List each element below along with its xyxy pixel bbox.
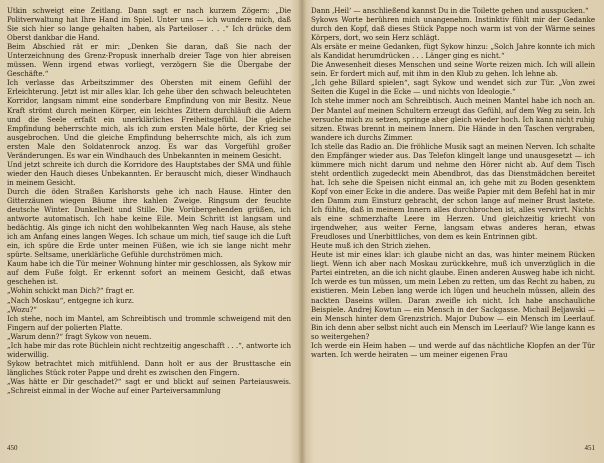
right-page-number: 451 xyxy=(584,444,595,452)
left-paragraph: „Wohin schickt man Dich?“ fragt er. xyxy=(7,286,135,296)
left-page-text xyxy=(7,6,291,395)
right-paragraph: Sykows Worte berühren mich unangenehm. Instinktiv fühlt mir der Gedanke durch den Kopf, daß dieses Stück Pappe noch warm ist von der Wärme seines Körpers, dort, wo sein Herz schlägt. xyxy=(311,15,595,43)
left-paragraph: Beim Abschied rät er mir: „Denken Sie daran, daß Sie nach der Unterzeichnung des Grenz-Propusk innerhalb dreier Tage von hier abreisen müssen. Wenn irgend etwas vorliegt, verzögern Sie die Übergabe der Geschäfte.“ xyxy=(7,42,291,79)
left-paragraph: Kaum habe ich die Tür meiner Wohnung hinter mir geschlossen, als Sykow mir auf dem Fuße folgt. Er erkennt sofort an meinem Gesicht, daß etwas geschehen ist. xyxy=(7,259,291,287)
left-page xyxy=(7,6,291,456)
left-paragraph: Durch die öden Straßen Karlshorsts gehe ich nach Hause. Hinter den Gitterzäunen wiegen Bäume ihre kahlen Zweige. Ringsum der feuchte deutsche Winter. Dunkelheit und Stille. Die Vorübergehenden grüßen, ich antworte automatisch. Ich habe keine Eile. Mein Schritt ist langsam und bedächtig. Als ginge ich nicht den wohlbekannten Weg nach Hause, als stehe ich am Anfang eines langen Weges. Ich schaue um mich, tief sauge ich die Luft ein, ich spüre die Erde unter meinen Füßen, wie ich sie lange nicht mehr spürte. Seltsame, unerklärliche Gefühle durchströmen mich. xyxy=(7,186,291,260)
left-paragraph: Und jetzt schreite ich durch die Korridore des Hauptstabes der SMA und fühle wieder den Hauch dieses Unbekannten. Er berauscht mich, dieser Windhauch in meinem Gesicht. xyxy=(7,159,291,187)
left-paragraph: Ich stehe, noch im Mantel, am Schreibtisch und trommle schweigend mit den Fingern auf der polierten Platte. xyxy=(7,313,291,332)
right-paragraph: „Ich gehe Billard spielen“, sagt Sykow und wendet sich zur Tür. „Von zwei Seiten die Kugel in die Ecke — und nichts von Ideologie.“ xyxy=(311,78,595,97)
left-paragraph: „Warum denn?“ fragt Sykow von neuem. xyxy=(7,331,152,341)
right-paragraph: Ich stehe immer noch am Schreibtisch. Auch meinen Mantel habe ich noch an. Der Mantel auf meinen Schultern erzeugt das Gefühl, auf dem Weg zu sein. Ich versuche mich zu setzen, springe aber gleich wieder hoch. Ich kann nicht ruhig sitzen. Etwas brennt in meinem Innern. Die Hände in den Taschen vergraben, wandere ich durchs Zimmer. xyxy=(311,96,595,142)
book-gutter xyxy=(298,0,306,463)
right-paragraph: Dann ‚Heil‘ — anschließend kannst Du in die Toilette gehen und ausspucken.“ xyxy=(311,6,589,15)
left-paragraph: „Ich habe mir das rote Büchlein nicht rechtzeitig angeschafft . . .“, antworte ich widerwillig. xyxy=(7,340,291,359)
right-paragraph: Ich stelle das Radio an. Die fröhliche Musik sagt an meinen Nerven. Ich schalte den Empfänger wieder aus. Das Telefon klingelt lange und unausgesetzt — ich kümmere mich nicht darum und nehme den Hörer nicht ab. Auf dem Tisch steht ordentlich zugedeckt mein Abendbrot, das das Dienstmädchen bereitet hat. Ich sehe die Speisen nicht einmal an, ich gehe mit zu Boden gesenktem Kopf von einer Ecke in die andere. Das weiße Papier mit dem Befehl hat in mir den Damm zum Einsturz gebracht, der schon lange auf meiner Brust lastete. Ich fühlte, daß in meinem Innern alles durchbrochen ist, alles verwirrt. Nichts als eine schmerzhafte Leere im Herzen. Und gleichzeitig kriecht von irgendweher, aus weiter Ferne, langsam etwas anderes heran, etwas Freudloses und Unerbittliches, von dem es kein Entrinnen gibt. xyxy=(311,141,595,242)
right-paragraph: Heute ist mir eines klar: ich glaube nicht an das, was hinter meinem Rücken liegt. Wenn ich aber nach Moskau zurückkehre, muß ich unverzüglich in die Partei eintreten, an die ich nicht glaube. Einen anderen Ausweg habe ich nicht. Ich werde es tun müssen, um mein Leben zu retten, um das Recht zu haben, zu existieren. Mein Leben lang werde ich lügen und heucheln müssen, allein des nackten Daseins willen. Daran zweifle ich nicht. Ich habe anschauliche Beispiele. Andrej Kowtun — ein Mensch in der Sackgasse. Michail Beljawski — ein Mensch hinter dem Grenzstrich. Major Dubow — ein Mensch im Leerlauf. Bin ich denn aber selbst nicht auch ein Mensch im Leerlauf? Wie lange kann es so weitergehen? xyxy=(311,250,595,341)
left-page-number: 450 xyxy=(7,444,18,452)
right-paragraph: Die Anwesenheit dieses Menschen und seine Worte reizen mich. Ich will allein sein. Er fordert mich auf, mit ihm in den Klub zu gehen. Ich lehne ab. xyxy=(311,60,595,79)
left-paragraph: „Nach Moskau“, entgegne ich kurz. xyxy=(7,295,134,305)
right-paragraph: Heute muß ich den Strich ziehen. xyxy=(311,241,431,251)
left-paragraph: Sykow betrachtet mich mitfühlend. Dann holt er aus der Brusttasche ein längliches Stück roter Pappe und dreht es zwischen den Fingern. xyxy=(7,358,291,377)
left-paragraph: „Was hätte er Dir geschadet?“ sagt er und blickt auf seinen Parteiausweis. „Schreist einmal in der Woche auf einer Parteiversammlung xyxy=(7,376,291,395)
left-paragraph: Utkin schweigt eine Zeitlang. Dann sagt er nach kurzem Zögern: „Die Politverwaltung hat Ihre Hand im Spiel. Unter uns — ich wundere mich, daß Sie sich hier so lange gehalten haben, als Parteiloser . . .“ Ich drücke dem Oberst dankbar die Hand. xyxy=(7,6,291,43)
right-paragraph: Als ersäte er meine Gedanken, fügt Sykow hinzu: „Solch Jahre konnte ich mich als Kandidat herumdrücken . . . Länger ging es nicht.“ xyxy=(311,42,595,61)
left-paragraph: Ich verlasse das Arbeitszimmer des Obersten mit einem Gefühl der Erleichterung. Jetzt ist mir alles klar. Ich gehe über den schwach beleuchteten Korridor, langsam nimmt eine sonderbare Empfindung von mir Besitz. Neue Kraft strömt durch meinen Körper, ein leichtes Zittern durchläuft die Adern und die Seele erfaßt ein unerklärliches Freiheitsgefühl. Die gleiche Empfindung beherrschte mich, als ich zum ersten Male hörte, der Krieg sei ausgebrochen. Und die gleiche Empfindung beherrschte mich, als ich zum ersten Male den Soldatenrock anzog. Es war das Vorgefühl großer Veränderungen. Es war ein Windhauch des Unbekannten in meinem Gesicht. xyxy=(7,78,291,160)
left-paragraph: „Wozu?“ xyxy=(7,304,37,314)
right-page xyxy=(311,6,595,456)
right-paragraph: Ich werde ein Heim haben — und werde auf das nächtliche Klopfen an der Tür warten. Ich werde heiraten — um meiner eigenen Frau xyxy=(311,340,595,359)
right-page-text xyxy=(311,6,595,359)
